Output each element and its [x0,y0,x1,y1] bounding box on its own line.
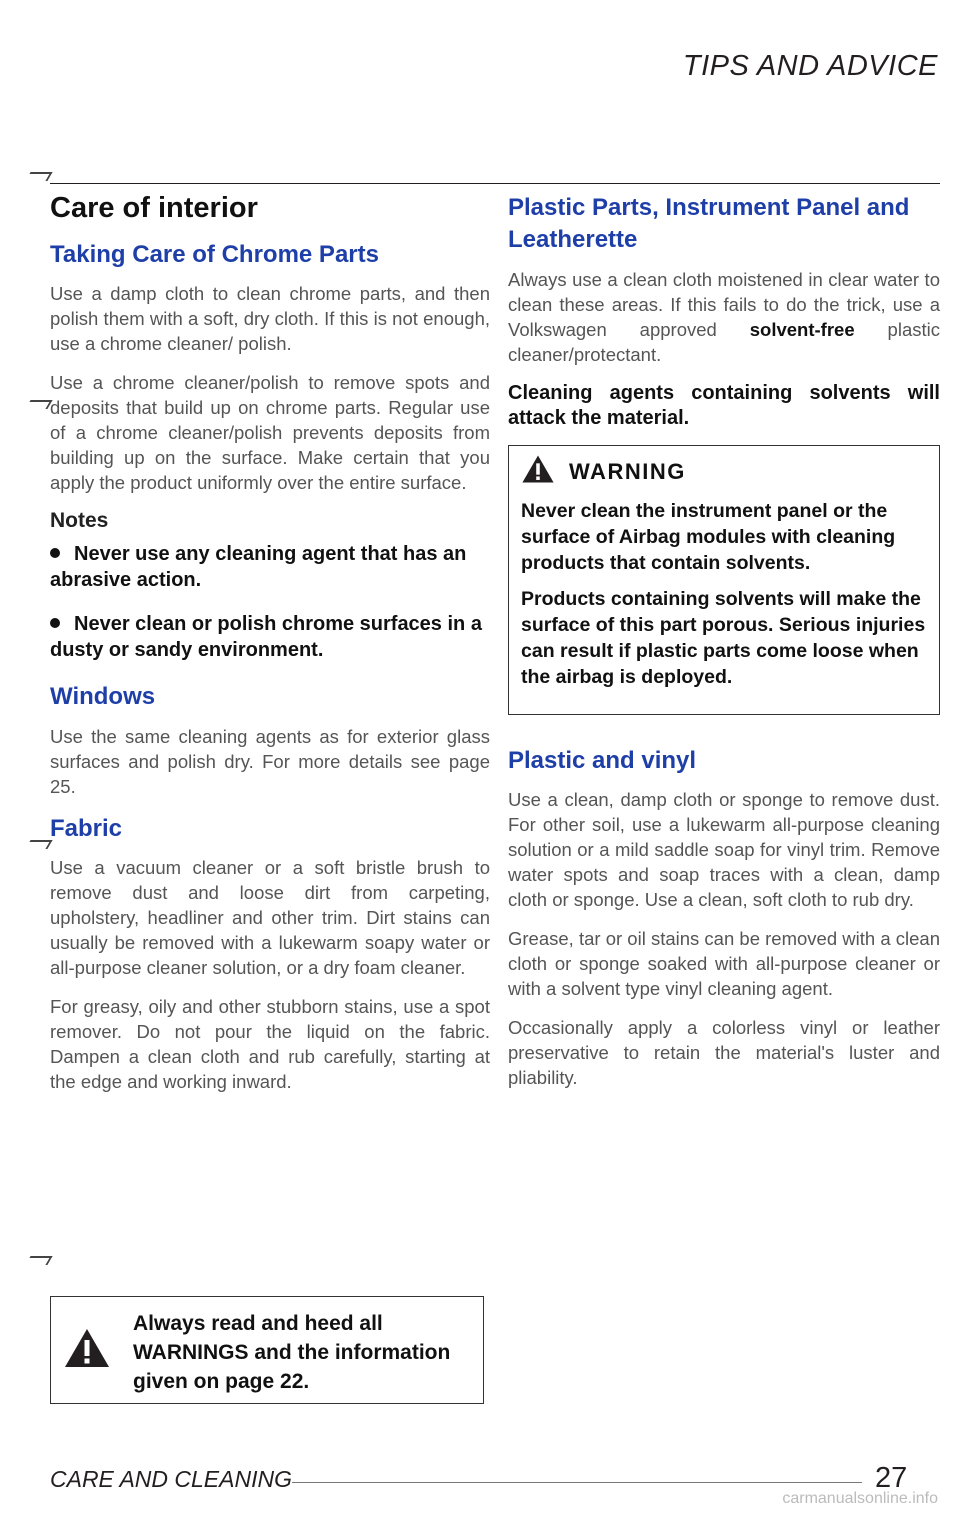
warning-triangle-icon [63,1327,111,1374]
bullet-icon [50,618,60,628]
note-text: Never clean or polish chrome surfaces in a dusty or sandy environment. [50,613,482,662]
corner-mark [25,840,52,849]
bullet-icon [50,548,60,558]
corner-mark [25,400,52,409]
windows-paragraph: Use the same cleaning agents as for exterior glass surfaces and polish dry. For more details see page 25. [50,725,490,797]
note-item [50,611,490,663]
watermark-text: carmanualsonline.info [782,1490,938,1507]
vinyl-paragraph-1: Use a clean, damp cloth or sponge to remove dust. For other soil, use a lukewarm all-purpose cleaning solution or a mild saddle soap for vinyl trim. Remove water spots and soap traces with a clean, damp cloth or sponge. Use a clean, soft cloth to rub dry. [508,789,940,911]
windows-heading: Windows [50,683,156,711]
vinyl-paragraph-3: Occasionally apply a colorless vinyl or leather preservative to retain the material's luster and pliability. [508,1017,940,1089]
fabric-paragraph-1: Use a vacuum cleaner or a soft bristle brush to remove dust and loose dirt from carpeting, upholstery, headliner and other trim. Dirt stains can usually be removed with a lukewarm soapy water or all-purpose cleaner solution, or a dry foam cleaner. [50,857,490,979]
warning-triangle-icon [521,454,555,489]
plastic-parts-heading: Plastic Parts, Instrument Panel and Leatherette [508,194,910,254]
warning-paragraph-1: Never clean the instrument panel or the surface of Airbag modules with cleaning products that contain solvents. [521,499,896,574]
warning-box [508,445,940,715]
note-item [50,541,490,593]
plastic-text-prefix: Always use a clean cloth moistened in clear water to clean these areas. If this fails to do the trick, use a Volkswagen approved [508,268,940,340]
chrome-heading: Taking Care of Chrome Parts [50,241,379,268]
page-number: 27 [875,1462,908,1494]
left-column [50,192,490,1108]
fabric-heading: Fabric [50,814,123,842]
note-text: Never use any cleaning agent that has an abrasive action. [50,543,467,592]
header-rule [50,183,940,184]
main-title: Care of interior [50,192,258,224]
warning-paragraph-2: Products containing solvents will make the surface of this part porous. Serious injuries can result if plastic parts come loose when the airbag is deployed. [521,587,926,688]
vinyl-paragraph-2: Grease, tar or oil stains can be removed with a clean cloth or sponge soaked with all-purpose cleaner or with a solvent type vinyl cleaning agent. [508,928,940,1000]
chrome-paragraph-2: Use a chrome cleaner/polish to remove spots and deposits that build up on chrome parts. Regular use of a chrome cleaner/polish prevents deposits from building up on the surface. Make certain that you apply the product uniformly over the entire surface. [50,372,490,494]
section-title: TIPS AND ADVICE [682,50,938,82]
plastic-paragraph-1 [508,267,940,367]
notice-text: Always read and heed all WARNINGS and the information given on page 22. [133,1312,451,1393]
chapter-title: CARE AND CLEANING [50,1466,292,1492]
warning-label: WARNING [569,458,686,484]
vinyl-heading: Plastic and vinyl [508,746,697,774]
corner-mark [25,1256,52,1265]
warning-body [521,498,927,690]
notice-box [50,1296,484,1404]
chrome-paragraph-1: Use a damp cloth to clean chrome parts, and then polish them with a soft, dry cloth. If this is not enough, use a chrome cleaner/ polish. [50,283,490,355]
notes-label: Notes [50,509,109,533]
right-column [508,192,940,1104]
footer-rule [292,1482,862,1483]
warning-header [521,446,927,498]
plastic-paragraph-2: Cleaning agents containing solvents will attack the material. [508,381,940,429]
fabric-paragraph-2: For greasy, oily and other stubborn stains, use a spot remover. Do not pour the liquid on the fabric. Dampen a clean cloth and rub carefully, starting at the edge and working inward. [50,996,490,1093]
solvent-free-term: solvent-free [749,318,855,340]
plastic-text-suffix: plastic cleaner/protectant. [508,318,940,365]
corner-mark [25,172,52,181]
